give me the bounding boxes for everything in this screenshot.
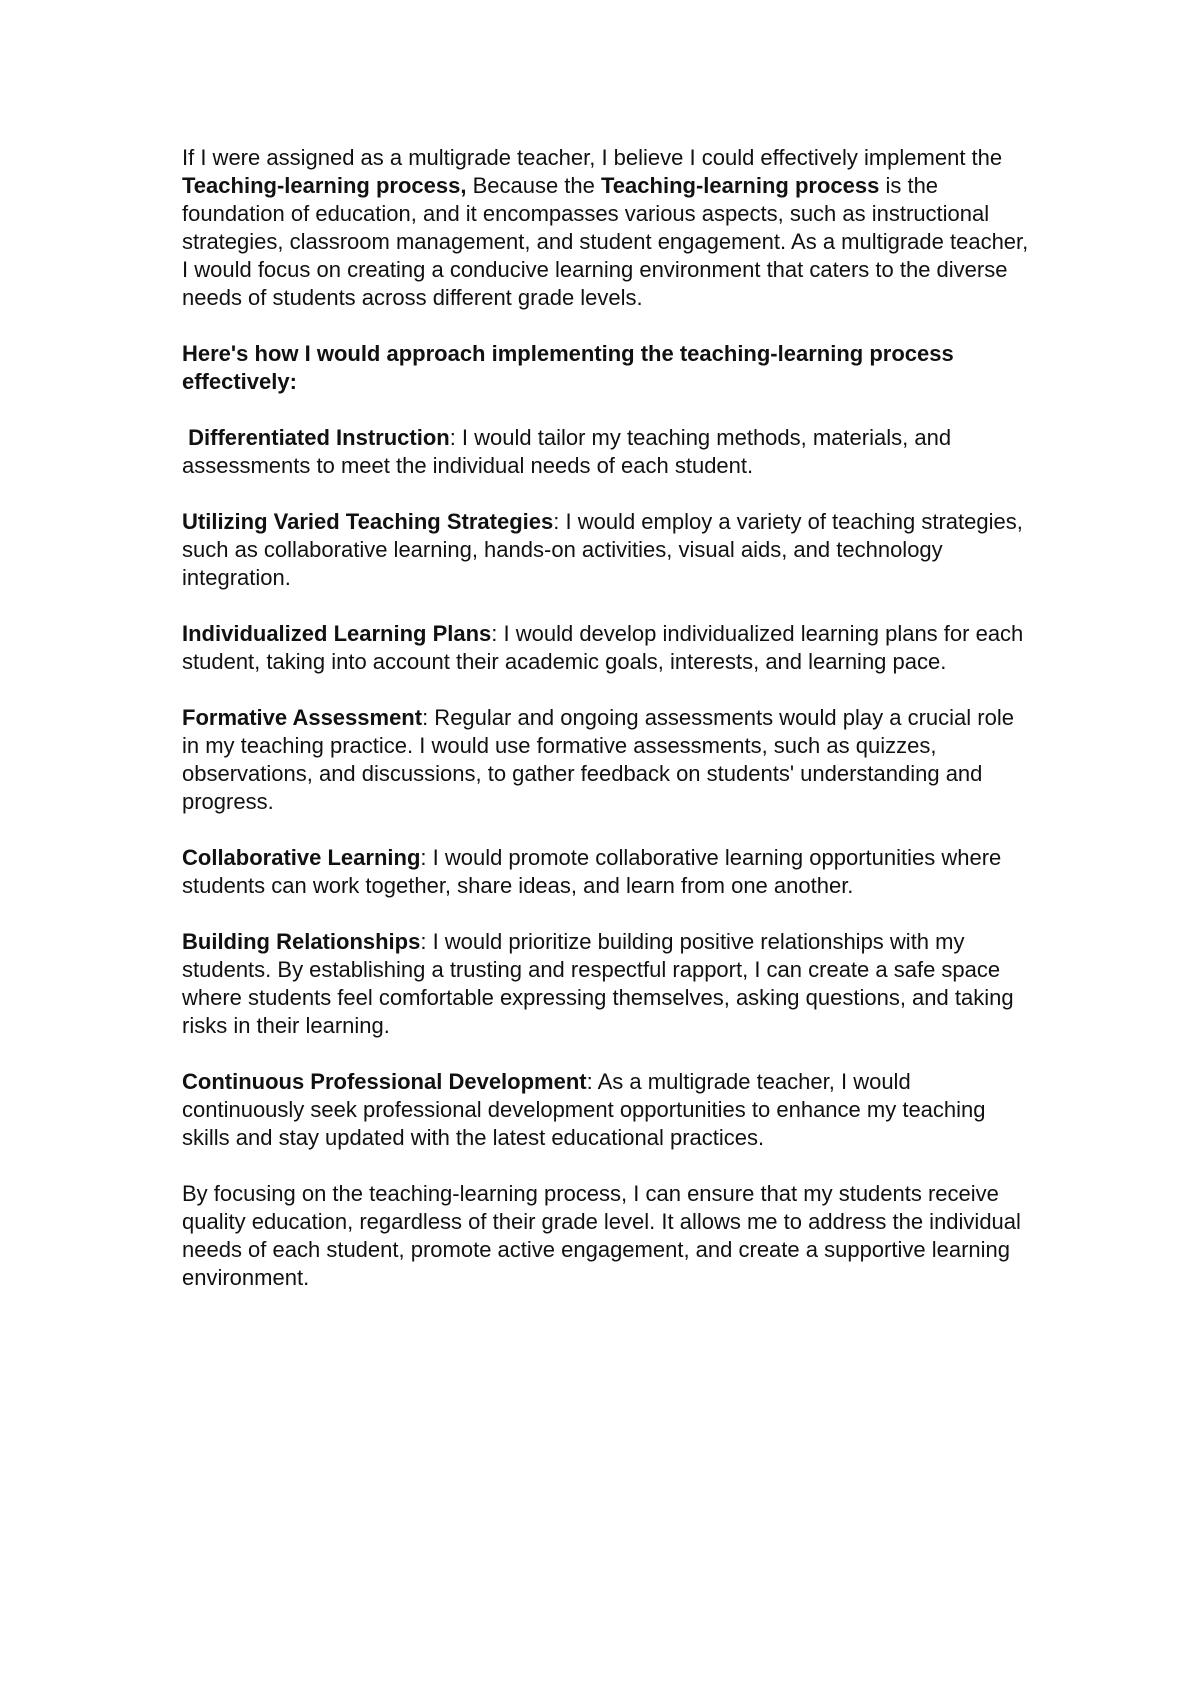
intro-text-3: is the foundation of education, and it encompasses various aspects, such as instructional strategies, classroom management, and student engagement. As a multigrade teacher, I would focus on creating a conducive learning environment that caters to the diverse needs of students across different grade levels. <box>182 173 1029 310</box>
intro-text-1: If I were assigned as a multigrade teacher, I believe I could effectively implement the <box>182 145 1003 170</box>
item-title: Collaborative Learning <box>182 845 421 870</box>
item-text: : I would tailor my teaching methods, materials, and assessments to meet the individual needs of each student. <box>182 425 952 478</box>
item-text: : I would develop individualized learning plans for each student, taking into account their academic goals, interests, and learning pace. <box>182 621 1024 674</box>
item-varied-teaching-strategies <box>182 508 1032 592</box>
item-text: : Regular and ongoing assessments would play a crucial role in my teaching practice. I would use formative assessments, such as quizzes, observations, and discussions, to gather feedback on students' understanding and progress. <box>182 705 1014 814</box>
approach-heading <box>182 340 1032 396</box>
item-formative-assessment <box>182 704 1032 816</box>
item-text: : As a multigrade teacher, I would continuously seek professional development opportunities to enhance my teaching skills and stay updated with the latest educational practices. <box>182 1069 986 1150</box>
item-title: Utilizing Varied Teaching Strategies <box>182 509 554 534</box>
document-page <box>182 144 1032 1320</box>
item-title: Differentiated Instruction <box>188 425 450 450</box>
intro-bold-2: Teaching-learning process <box>601 173 880 198</box>
item-title: Building Relationships <box>182 929 421 954</box>
item-text: : I would promote collaborative learning opportunities where students can work together, share ideas, and learn from one another. <box>182 845 1002 898</box>
approach-heading-text: Here's how I would approach implementing the teaching-learning process effectively: <box>182 341 954 394</box>
item-building-relationships <box>182 928 1032 1040</box>
item-text: : I would employ a variety of teaching strategies, such as collaborative learning, hands-on activities, visual aids, and technology integration. <box>182 509 1023 590</box>
item-differentiated-instruction <box>182 424 1032 480</box>
item-professional-development <box>182 1068 1032 1152</box>
intro-bold-1: Teaching-learning process, <box>182 173 467 198</box>
item-collaborative-learning <box>182 844 1032 900</box>
conclusion-paragraph: By focusing on the teaching-learning process, I can ensure that my students receive quality education, regardless of their grade level. It allows me to address the individual needs of each student, promote active engagement, and create a supportive learning environment. <box>182 1181 1021 1290</box>
item-text: : I would prioritize building positive relationships with my students. By establishing a trusting and respectful rapport, I can create a safe space where students feel comfortable expressing themselves, asking questions, and taking risks in their learning. <box>182 929 1014 1038</box>
intro-text-2: Because the <box>466 173 601 198</box>
item-title: Formative Assessment <box>182 705 423 730</box>
item-individualized-learning-plans <box>182 620 1032 676</box>
item-title: Individualized Learning Plans <box>182 621 492 646</box>
item-title: Continuous Professional Development <box>182 1069 587 1094</box>
intro-paragraph <box>182 144 1032 312</box>
